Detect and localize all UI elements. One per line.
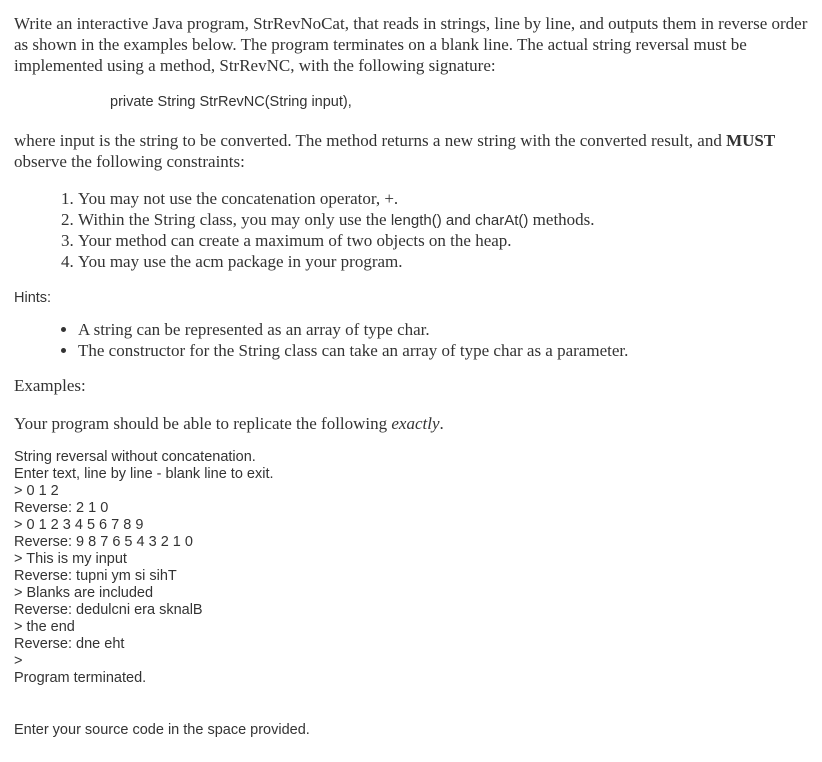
console-line: > 0 1 2 [14,483,59,499]
where-paragraph [14,130,808,172]
console-line: Reverse: tupni ym si sihT [14,568,177,584]
console-line: > [14,653,23,669]
replicate-paragraph [14,413,808,434]
console-line: > the end [14,619,75,635]
replicate-text-after: . [439,414,444,433]
hints-label: Hints: [14,290,52,306]
constraint-code: length() and charAt() [390,212,529,229]
console-line: Program terminated. [14,670,147,686]
hint-item: • The constructor for the String class can take an array of type char as a parameter. [78,340,808,361]
console-line: > Blanks are included [14,585,154,601]
console-line: Enter text, line by line - blank line to exit. [14,466,274,482]
intro-paragraph: Write an interactive Java program, StrRevNoCat, that reads in strings, line by line, and outputs them in reverse order as shown in the examples below. The program terminates on a blank line. The actual string reversal must be implemented using a method, StrRevNC, with the following signature: [14,14,808,75]
console-line: Reverse: 9 8 7 6 5 4 3 2 1 0 [14,534,193,550]
replicate-emphasis: exactly [391,414,440,433]
examples-heading: Examples: [14,376,86,395]
constraint-text: methods. [528,210,595,229]
constraint-item: 4. You may use the acm package in your program. [78,251,808,272]
constraints-list [14,188,808,272]
console-line: Reverse: dne eht [14,636,125,652]
console-line: > 0 1 2 3 4 5 6 7 8 9 [14,517,144,533]
replicate-text-before: Your program should be able to replicate the following [14,414,392,433]
where-text-after: observe the following constraints: [14,152,245,171]
constraint-text: Within the String class, you may only use the [78,210,391,229]
method-signature: private String StrRevNC(String input), [110,94,352,110]
console-line: String reversal without concatenation. [14,449,256,465]
console-output [14,449,808,687]
console-line: Reverse: 2 1 0 [14,500,109,516]
console-line: Reverse: dedulcni era sknalB [14,602,203,618]
hints-list [14,319,808,361]
hint-item: • A string can be represented as an array of type char. [78,319,808,340]
constraint-item: 3. Your method can create a maximum of two objects on the heap. [78,230,808,251]
where-text-before: where input is the string to be converted. The method returns a new string with the converted result, and [14,131,727,150]
constraint-item: 1. You may not use the concatenation operator, +. [78,188,808,209]
constraint-item [78,209,808,230]
console-line: > This is my input [14,551,127,567]
where-emphasis: MUST [726,131,776,150]
footer-instruction: Enter your source code in the space provided. [14,722,310,738]
